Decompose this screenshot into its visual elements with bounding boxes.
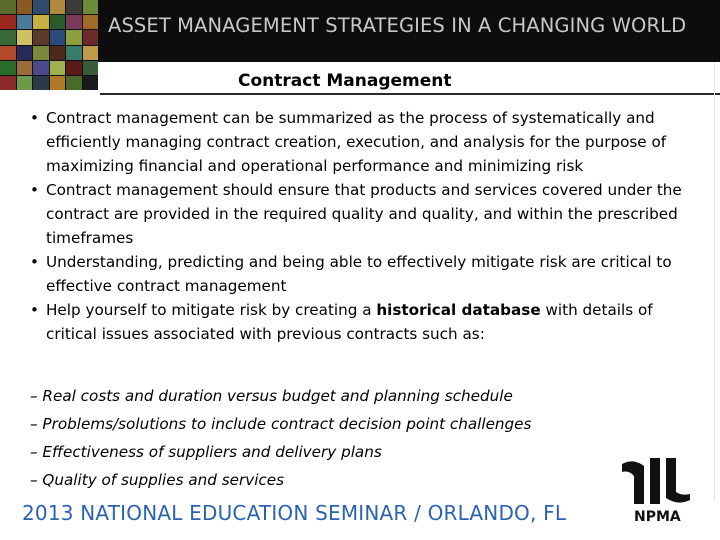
footer-text: 2013 NATIONAL EDUCATION SEMINAR / ORLANDO, FL (22, 501, 567, 525)
bullet-text: Contract management should ensure that products and services covered under the contract are provided in the required quality and quality, and within the prescribed timeframes (46, 181, 682, 247)
sub-bullet-item: – Problems/solutions to include contract decision point challenges (30, 415, 532, 433)
photo-mosaic-image (0, 0, 98, 90)
bullet-text-end: with details of critical issues associated with previous contracts such as: (46, 301, 653, 343)
bullet-dot-icon: • (30, 109, 39, 127)
logo-text: NPMA (634, 509, 681, 525)
bullet-dot-icon: • (30, 181, 39, 199)
bullet-item (30, 298, 700, 346)
bullet-text: Understanding, predicting and being able to effectively mitigate risk are critical to effective contract management (46, 253, 672, 295)
sub-bullet-item: – Effectiveness of suppliers and delivery plans (30, 443, 382, 461)
bullet-dot-icon: • (30, 301, 39, 319)
sub-bullet-item: – Real costs and duration versus budget and planning schedule (30, 387, 513, 405)
bullet-item (30, 106, 700, 178)
header-title: ASSET MANAGEMENT STRATEGIES IN A CHANGING WORLD (108, 14, 687, 37)
bullet-emphasis: historical database (376, 301, 541, 319)
npma-logo-icon (620, 456, 692, 508)
sub-bullet-list (30, 382, 700, 494)
sub-bullet-item: – Quality of supplies and services (30, 471, 285, 489)
bullet-text: Contract management can be summarized as the process of systematically and efficiently managing contract creation, execution, and analysis for the purpose of maximizing financial and operational performance and minimizing risk (46, 109, 667, 175)
bullet-list (30, 106, 700, 346)
bullet-text-start: Help yourself to mitigate risk by creating a (46, 301, 377, 319)
right-edge-line (714, 62, 715, 502)
bullet-item (30, 250, 700, 298)
title-underline (100, 93, 720, 95)
slide-title: Contract Management (238, 71, 452, 91)
bullet-dot-icon: • (30, 253, 39, 271)
bullet-item (30, 178, 700, 250)
